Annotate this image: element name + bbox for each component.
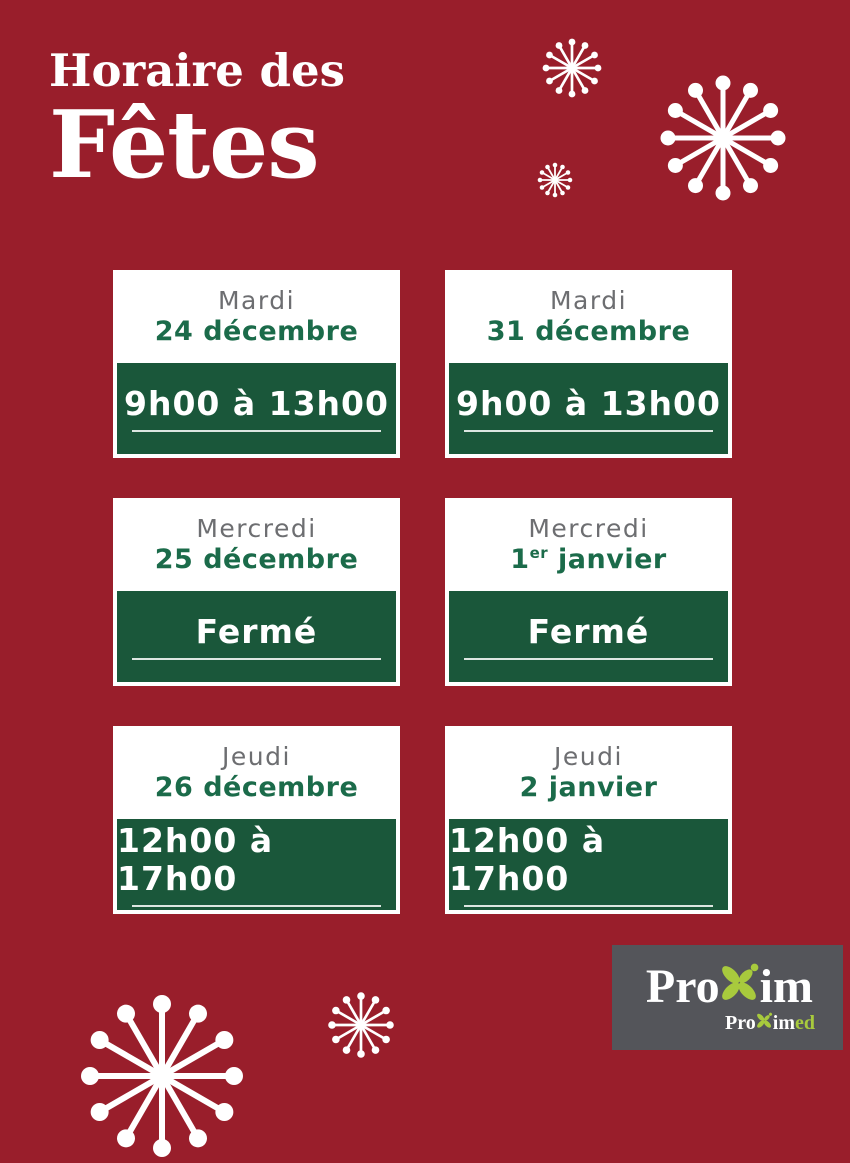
- card-header: [113, 498, 400, 591]
- hours-underline: [132, 905, 381, 907]
- schedule-card-jan1: [445, 498, 732, 686]
- hours-label: Fermé: [527, 612, 650, 651]
- day-label: Mercredi: [528, 514, 649, 543]
- card-header: [445, 726, 732, 819]
- snowflake-icon: [541, 37, 604, 104]
- date-text: 24 décembre: [154, 316, 359, 347]
- hours-panel: [117, 363, 396, 454]
- card-header: [445, 498, 732, 591]
- proxim-x-icon: [717, 957, 763, 1003]
- day-label: Mercredi: [196, 514, 317, 543]
- hours-label: 9h00 à 13h00: [124, 384, 389, 423]
- hours-underline: [132, 658, 381, 660]
- date-label: [487, 316, 691, 348]
- date-label: [510, 544, 666, 576]
- date-superscript: er: [529, 544, 549, 562]
- schedule-card-dec31: [445, 270, 732, 458]
- page-title: [49, 44, 345, 199]
- date-text: 1: [510, 544, 530, 575]
- date-label: [155, 316, 359, 348]
- date-text: 31 décembre: [486, 316, 691, 347]
- proximed-logo: [725, 1013, 815, 1033]
- hours-underline: [464, 430, 713, 432]
- schedule-card-jan2: [445, 726, 732, 914]
- day-label: Jeudi: [222, 742, 291, 771]
- proxim-logo: [645, 959, 813, 1013]
- proxim-logo-box: [612, 945, 843, 1050]
- proxim-logo-text-im: im: [759, 959, 813, 1013]
- date-text: 2 janvier: [519, 772, 658, 803]
- snowflake-icon: [536, 161, 575, 204]
- page-title-line2: Fêtes: [49, 90, 319, 199]
- date-text: 26 décembre: [154, 772, 359, 803]
- hours-panel: [117, 591, 396, 682]
- hours-panel: [449, 819, 728, 910]
- card-header: [113, 270, 400, 363]
- hours-panel: [449, 591, 728, 682]
- hours-label: 9h00 à 13h00: [456, 384, 721, 423]
- day-label: Mardi: [549, 286, 628, 315]
- proximed-text-pro: Pro: [725, 1011, 756, 1034]
- snowflake-icon: [79, 993, 245, 1163]
- hours-label: Fermé: [195, 612, 318, 651]
- page-title-line1: Horaire des: [49, 44, 345, 97]
- schedule-card-dec24: [113, 270, 400, 458]
- hours-underline: [464, 905, 713, 907]
- hours-label: 12h00 à 17h00: [449, 821, 606, 898]
- date-text-rest: janvier: [548, 544, 667, 575]
- hours-panel: [449, 363, 728, 454]
- day-label: Mardi: [217, 286, 296, 315]
- day-label: Jeudi: [554, 742, 623, 771]
- hours-label: 12h00 à 17h00: [117, 821, 274, 898]
- date-label: [155, 772, 359, 804]
- snowflake-icon: [326, 990, 396, 1064]
- card-header: [445, 270, 732, 363]
- proximed-x-icon: [755, 1010, 774, 1029]
- schedule-card-dec26: [113, 726, 400, 914]
- hours-panel: [117, 819, 396, 910]
- schedule-grid: [113, 270, 732, 914]
- snowflake-icon: [659, 74, 788, 207]
- hours-underline: [464, 658, 713, 660]
- date-text: 25 décembre: [154, 544, 359, 575]
- hours-underline: [132, 430, 381, 432]
- card-header: [113, 726, 400, 819]
- date-label: [520, 772, 658, 804]
- proximed-text-ed: ed: [795, 1011, 815, 1034]
- proximed-text-im: im: [772, 1011, 795, 1034]
- schedule-card-dec25: [113, 498, 400, 686]
- proxim-logo-text-pro: Pro: [645, 959, 720, 1013]
- date-label: [155, 544, 359, 576]
